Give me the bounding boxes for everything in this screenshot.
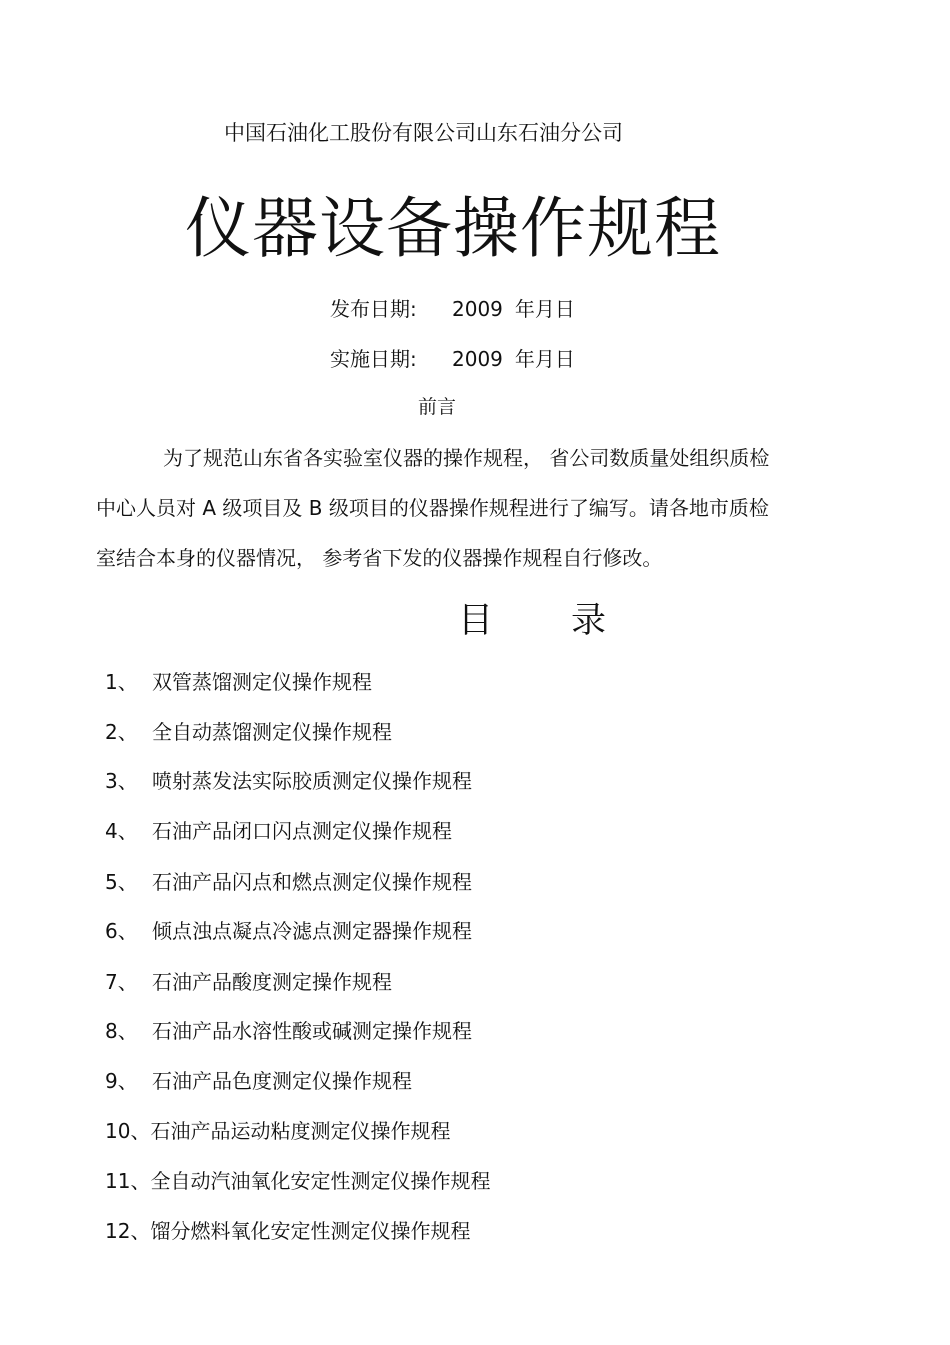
toc-heading (458, 601, 607, 641)
toc-item (105, 1221, 470, 1241)
toc-item (105, 1171, 490, 1191)
toc-item (105, 921, 472, 941)
toc-item-number: 5、 (105, 870, 138, 894)
toc-item-text: 石油产品酸度测定操作规程 (152, 970, 392, 994)
toc-item-number: 2、 (105, 720, 138, 744)
implement-date-label: 实施日期: (330, 347, 417, 371)
toc-item-number: 1、 (105, 670, 138, 694)
toc-item-number: 8、 (105, 1019, 138, 1043)
toc-item-text: 全自动汽油氧化安定性测定仪操作规程 (150, 1169, 491, 1193)
toc-item-text: 倾点浊点凝点冷滤点测定器操作规程 (152, 919, 472, 943)
toc-item (105, 722, 392, 742)
publish-date-label: 发布日期: (330, 297, 417, 321)
toc-item-text: 馏分燃料氧化安定性测定仪操作规程 (150, 1219, 471, 1243)
toc-item-number: 12、 (105, 1219, 151, 1243)
toc-item (105, 1021, 472, 1041)
preface-line-1: 为了规范山东省各实验室仪器的操作规程， 省公司数质量处组织质检 (163, 446, 770, 470)
toc-item (105, 1071, 412, 1091)
toc-item-text: 石油产品色度测定仪操作规程 (152, 1069, 412, 1093)
publish-date-year: 2009 (452, 297, 503, 321)
preface-line-3: 室结合本身的仪器情况， 参考省下发的仪器操作规程自行修改。 (96, 546, 663, 570)
company-name: 中国石油化工股份有限公司山东石油分公司 (224, 121, 623, 145)
preface-line-2: 中心人员对 A 级项目及 B 级项目的仪器操作规程进行了编写。请各地市质检 (96, 496, 769, 520)
toc-item-number: 9、 (105, 1069, 138, 1093)
toc-item (105, 821, 452, 841)
toc-item (105, 972, 392, 992)
toc-item-text: 石油产品闪点和燃点测定仪操作规程 (152, 870, 472, 894)
publish-date-suffix: 年月日 (514, 297, 575, 321)
toc-heading-right: 录 (571, 601, 607, 641)
toc-item-text: 石油产品闭口闪点测定仪操作规程 (152, 819, 452, 843)
toc-item-text: 石油产品水溶性酸或碱测定操作规程 (152, 1019, 472, 1043)
toc-item-text: 全自动蒸馏测定仪操作规程 (152, 720, 392, 744)
preface-heading: 前言 (418, 396, 457, 418)
toc-item (105, 872, 472, 892)
toc-item (105, 1121, 450, 1141)
toc-item-text: 石油产品运动粘度测定仪操作规程 (150, 1119, 451, 1143)
toc-heading-left: 目 (458, 601, 494, 641)
toc-item-number: 6、 (105, 919, 138, 943)
toc-item-number: 4、 (105, 819, 138, 843)
implement-date-suffix: 年月日 (514, 347, 575, 371)
toc-item-text: 喷射蒸发法实际胶质测定仪操作规程 (152, 769, 472, 793)
toc-item-number: 10、 (105, 1119, 151, 1143)
publish-date-row (330, 299, 575, 319)
toc-item (105, 672, 372, 692)
toc-item-text: 双管蒸馏测定仪操作规程 (152, 670, 372, 694)
toc-item (105, 771, 472, 791)
toc-item-number: 7、 (105, 970, 138, 994)
implement-date-year: 2009 (452, 347, 503, 371)
toc-item-number: 3、 (105, 769, 138, 793)
implement-date-row (330, 349, 575, 369)
document-title: 仪器设备操作规程 (185, 190, 721, 267)
toc-item-number: 11、 (105, 1169, 151, 1193)
